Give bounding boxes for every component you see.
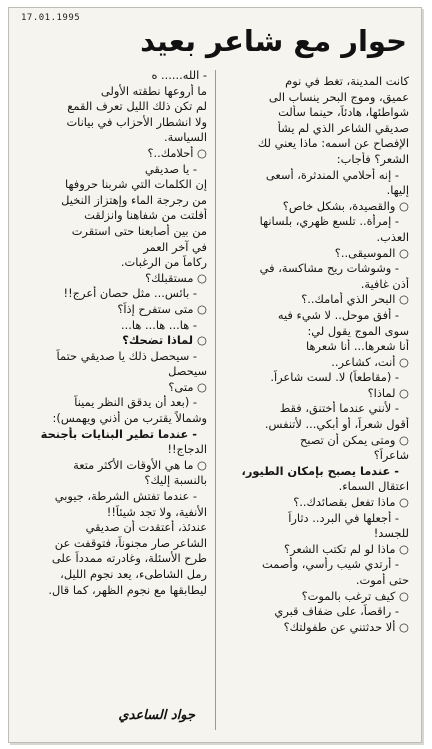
text-line: من رجرجة الماء وإهتزاز النخيل [61, 192, 207, 207]
text-line: الدجاج!! [167, 442, 207, 457]
column-divider [215, 70, 216, 730]
text-line: أذن غافية. [360, 276, 409, 291]
text-line: العذب. [376, 229, 409, 244]
question-line: ○ لماذا؟ [367, 385, 409, 400]
text-line: الشعر؟ فأجاب: [336, 151, 409, 166]
text-line: - الله...... ه [151, 68, 207, 82]
question-line: ○ ألا حدثتني عن طفولتك؟ [283, 619, 409, 634]
text-line: الشاعر صار مجنوناً، فتوقفت عن [54, 535, 207, 550]
question-line: ○ متى؟ [168, 379, 207, 394]
text-line: - (بعد أن يدقق النظر يميناً [74, 395, 197, 410]
text-line: كانت المدينة، تغط في نوم [285, 74, 409, 88]
author-byline: جواد الساعدي [118, 708, 195, 723]
text-line: ولا انشطار الأحزاب في بيانات [66, 114, 207, 129]
text-line: سوى الموج يقول لي: [307, 323, 409, 338]
right-column [225, 74, 409, 635]
text-line: ما أروعها نطقته الأولى [100, 83, 207, 98]
date-stamp: 17.01.1995 [21, 13, 81, 23]
question-line: ○ ماذا لو لم تكتب الشعر؟ [284, 541, 409, 556]
text-line: صديقي الشاعر الذي لم يشأ [277, 120, 409, 135]
text-line: الأنفية، ولا تجد شيئاً!! [106, 504, 207, 519]
question-line: ○ ومتى يمكن أن تصبح [299, 432, 409, 447]
text-line: شاعراً؟ [373, 448, 409, 463]
question-line: ○ متى ستفرح إذاً؟ [117, 301, 207, 316]
text-line: - ها... ها... ها... [121, 317, 197, 332]
question-line: ○ لماذا تضحك؟ [122, 333, 207, 348]
text-line: - أجعلها في البرد.. دثاراً [288, 510, 399, 525]
question-line: ○ مستقبلك؟ [145, 270, 207, 285]
text-line: سيحصل [168, 364, 207, 379]
text-line: - سيحصل ذلك يا صديقي حتماً [56, 348, 197, 363]
question-line: ○ ما هي الأوقات الأكثر متعة [73, 457, 207, 472]
headline: حوار مع شاعر بعيد [140, 24, 407, 58]
text-line: وشمالاً يقترب من أذني ويهمس): [52, 411, 207, 426]
text-line: - إنه أحلامي المندثرة، أسعى [265, 167, 399, 182]
text-line: - يا صديقي [144, 161, 197, 176]
text-line: إن الكلمات التي شربنا حروفها [65, 177, 207, 192]
text-line: للجسد! [373, 526, 409, 541]
text-line: - إمرأة.. تلسع ظهري، بلسانها [259, 214, 399, 229]
question-line: ○ ماذا تفعل بقصائدك..؟ [293, 495, 409, 510]
text-line: طرح الأسئلة، وغادرته ممدداً على [51, 551, 207, 566]
text-line: من بين أصابعنا حتى استقرت [71, 223, 207, 238]
text-line: اعتقال السماء. [338, 479, 409, 494]
question-line: ○ البحر الذي أمامك..؟ [301, 292, 409, 307]
question-line: ○ أحلامك..؟ [147, 145, 207, 160]
text-line: - أفق موحل.. لا شيء فيه [277, 307, 399, 322]
question-line: ○ أنت، كشاعر.. [331, 354, 409, 369]
text-line: بالنسبة إليك؟ [144, 473, 207, 488]
text-line: لم تكن ذلك الليل تعرف القمع [67, 99, 207, 114]
text-line: حتى أموت. [355, 573, 409, 587]
text-line: رمل الشاطىء، يعد نجوم الليل، [60, 567, 207, 581]
text-line: أفلتت من شفاهنا وانزلقت [84, 208, 207, 223]
text-line: السياسة. [164, 130, 207, 145]
text-line: ركاماً من الرغبات. [120, 255, 207, 270]
text-line: عميق، وموج البحر ينساب الى [268, 89, 409, 104]
text-line: أقول شعراً، أو أبكي... لأتنفس. [264, 417, 409, 432]
text-line: - عندما تطير البنايات بأجنحة [40, 426, 197, 441]
text-line: - وشوشات ريح مشاكسة، في [259, 261, 399, 276]
question-line: ○ الموسيقى..؟ [334, 245, 409, 260]
text-line: - (مقاطعاً) لا. لست شاعراً. [270, 370, 399, 385]
text-line: - راقصاً، على ضفاف قبري [274, 604, 399, 619]
text-line: - لأنني عندما أختنق، فقط [279, 401, 399, 416]
question-line: ○ كيف ترغب بالموت؟ [301, 588, 409, 603]
text-line: ليطابقها مع نجوم الظهر، كما قال. [48, 582, 207, 597]
text-line: - أرتدي شيب رأسي، وأصمت [262, 557, 399, 572]
text-line: أنا شعرها... أنا شعرها [306, 339, 409, 354]
text-line: - عندما تفتش الشرطة، جيوبي [54, 489, 197, 504]
question-line: ○ والقصيدة، بشكل خاص؟ [282, 198, 409, 213]
text-line: - عندما يصبح بإمكان الطيور، [241, 463, 399, 478]
newspaper-clipping [8, 7, 422, 743]
text-line: إليها. [386, 183, 409, 198]
left-column [21, 68, 207, 598]
text-line: عندئذ، أعتقدت أن صديقي [85, 520, 207, 535]
text-line: - بائس... مثل حصان أعرج!! [63, 286, 197, 301]
text-line: شواطئها، هادئاً، حينما سألت [278, 105, 409, 120]
text-line: الإفصاح عن اسمه: ماذا يعني لك [257, 136, 409, 151]
text-line: في آخر العمر [143, 239, 207, 254]
